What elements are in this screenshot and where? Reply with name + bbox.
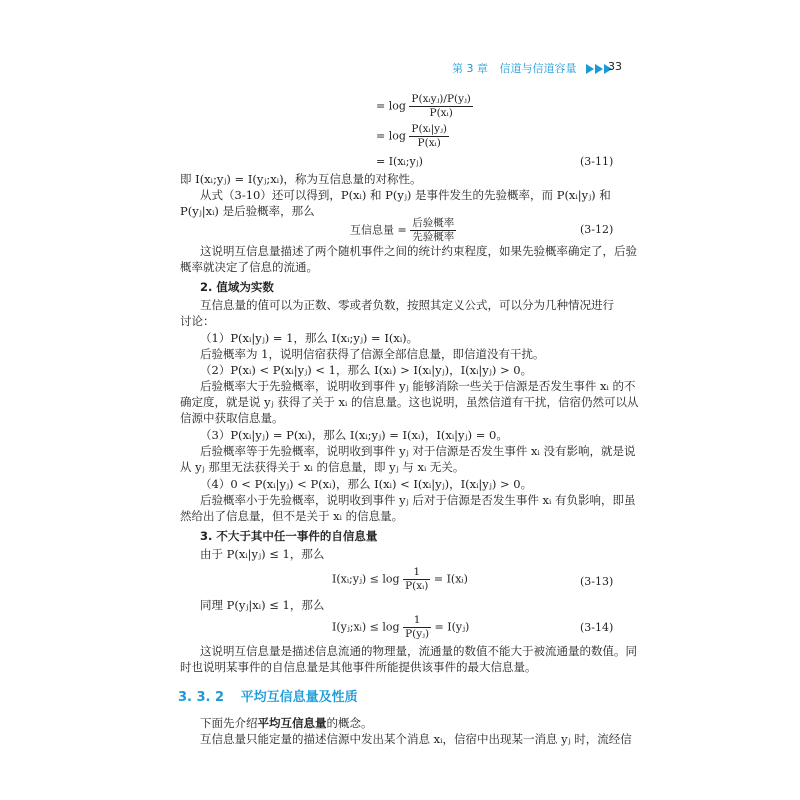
section-number: 3. 3. 2: [178, 690, 225, 705]
derivation-line-1: = log $\frac{\text{P(xᵢyⱼ)/P(yⱼ)}}{\text{P(xᵢ)}}$: [376, 93, 471, 119]
case-2-desc: 后验概率大于先验概率，说明收到事件 yⱼ 能够消除一些关于信源是否发生事件 xᵢ 的不: [200, 379, 636, 393]
case-1: （1）P(xᵢ|yⱼ) = 1，那么 I(xᵢ;yⱼ) = I(xᵢ)。: [200, 331, 419, 345]
derivation-line-2: = log $\frac{\text{P(xᵢ|yⱼ)}}{\text{P(xᵢ)}}$: [376, 123, 447, 149]
case-2-desc: 信源中获取信息量。: [180, 411, 284, 425]
paragraph-line: P(yⱼ|xᵢ) 是后验概率，那么: [180, 204, 315, 218]
case-2: （2）P(xᵢ) < P(xᵢ|yⱼ) < 1，那么 I(xᵢ) > I(xᵢ|yⱼ)，I(xᵢ|yⱼ) > 0。: [200, 363, 533, 377]
equation-number-3-13: (3-13): [580, 575, 614, 588]
paragraph-line: 由于 P(xᵢ|yⱼ) ≤ 1，那么: [200, 547, 325, 561]
paragraph-line: 这说明互信息量是描述信息流通的物理量，流通量的数值不能大于被流通量的数值。同: [200, 644, 637, 658]
paragraph-line: 这说明互信息量描述了两个随机事件之间的统计约束程度，如果先验概率确定了，后验: [200, 244, 637, 258]
case-4-desc: 后验概率小于先验概率，说明收到事件 yⱼ 后对于信源是否发生事件 xᵢ 有负影响，即虽: [200, 493, 636, 507]
equation-number-3-12: (3-12): [580, 223, 614, 236]
case-4: （4）0 < P(xᵢ|yⱼ) < P(xᵢ)，那么 I(xᵢ) < I(xᵢ|yⱼ)，I(xᵢ|yⱼ) > 0。: [200, 477, 533, 491]
paragraph-line: 从式（3-10）还可以得到，P(xᵢ) 和 P(yⱼ) 是事件发生的先验概率，而 P(xᵢ|yⱼ) 和: [200, 188, 611, 202]
paragraph-line: 下面先介绍平均互信息量的概念。: [200, 716, 373, 730]
equation-3-14: I(yⱼ;xᵢ) ≤ log $\frac{1}{\text{P(yⱼ)}}$ = I(yⱼ): [332, 614, 470, 640]
equation-number-3-14: (3-14): [580, 621, 614, 634]
chapter-title: 信道与信道容量: [499, 62, 577, 75]
subheading-bound: 3. 不大于其中任一事件的自信息量: [200, 529, 378, 543]
case-1-desc: 后验概率为 1，说明信宿获得了信源全部信息量，即信道没有干扰。: [200, 347, 545, 361]
case-3-desc: 从 yⱼ 那里无法获得关于 xᵢ 的信息量，即 yⱼ 与 xᵢ 无关。: [180, 460, 465, 474]
paragraph-line: 概率就决定了信息的流通。: [180, 260, 318, 274]
case-3: （3）P(xᵢ|yⱼ) = P(xᵢ)，那么 I(xᵢ;yⱼ) = I(xᵢ)，I(xᵢ|yⱼ) = 0。: [200, 428, 508, 442]
case-2-desc: 确定度，就是说 yⱼ 获得了关于 xᵢ 的信息量。这也说明，虽然信道有干扰，信宿仍然可以从: [180, 395, 639, 409]
paragraph-line: 互信息量的值可以为正数、零或者负数，按照其定义公式，可以分为几种情况进行: [200, 298, 614, 312]
page-number: 33: [608, 60, 622, 73]
derivation-line-3: = I(xᵢ;yⱼ): [376, 155, 423, 168]
equation-3-13: I(xᵢ;yⱼ) ≤ log $\frac{1}{\text{P(xᵢ)}}$ = I(xᵢ): [332, 566, 468, 592]
symmetry-sentence: 即 I(xᵢ;yⱼ) = I(yⱼ;xᵢ)，称为互信息量的对称性。: [180, 172, 422, 186]
case-3-desc: 后验概率等于先验概率，说明收到事件 yⱼ 对于信源是否发生事件 xᵢ 没有影响，就是说: [200, 444, 636, 458]
paragraph-line: 同理 P(yⱼ|xᵢ) ≤ 1，那么: [200, 598, 325, 612]
paragraph-line: 讨论：: [180, 314, 215, 328]
chapter-label: 第 3 章: [452, 62, 488, 75]
equation-number-3-11: (3-11): [580, 155, 614, 168]
paragraph-line: 互信息量只能定量的描述信源中发出某个消息 xᵢ，信宿中出现某一消息 yⱼ 时，流经信: [200, 732, 632, 746]
section-heading: [178, 686, 358, 705]
equation-3-12: 互信息量 = $\frac{\text{后验概率}}{\text{先验概率}}$: [350, 217, 455, 243]
case-4-desc: 然给出了信息量，但不是关于 xᵢ 的信息量。: [180, 509, 404, 523]
subheading-range: 2. 值域为实数: [200, 280, 274, 294]
bold-term: 平均互信息量: [257, 716, 327, 730]
running-header: [452, 60, 613, 76]
section-title: 平均互信息量及性质: [240, 690, 358, 705]
paragraph-line: 时也说明某事件的自信息量是其他事件所能提供该事件的最大信息量。: [180, 660, 537, 674]
